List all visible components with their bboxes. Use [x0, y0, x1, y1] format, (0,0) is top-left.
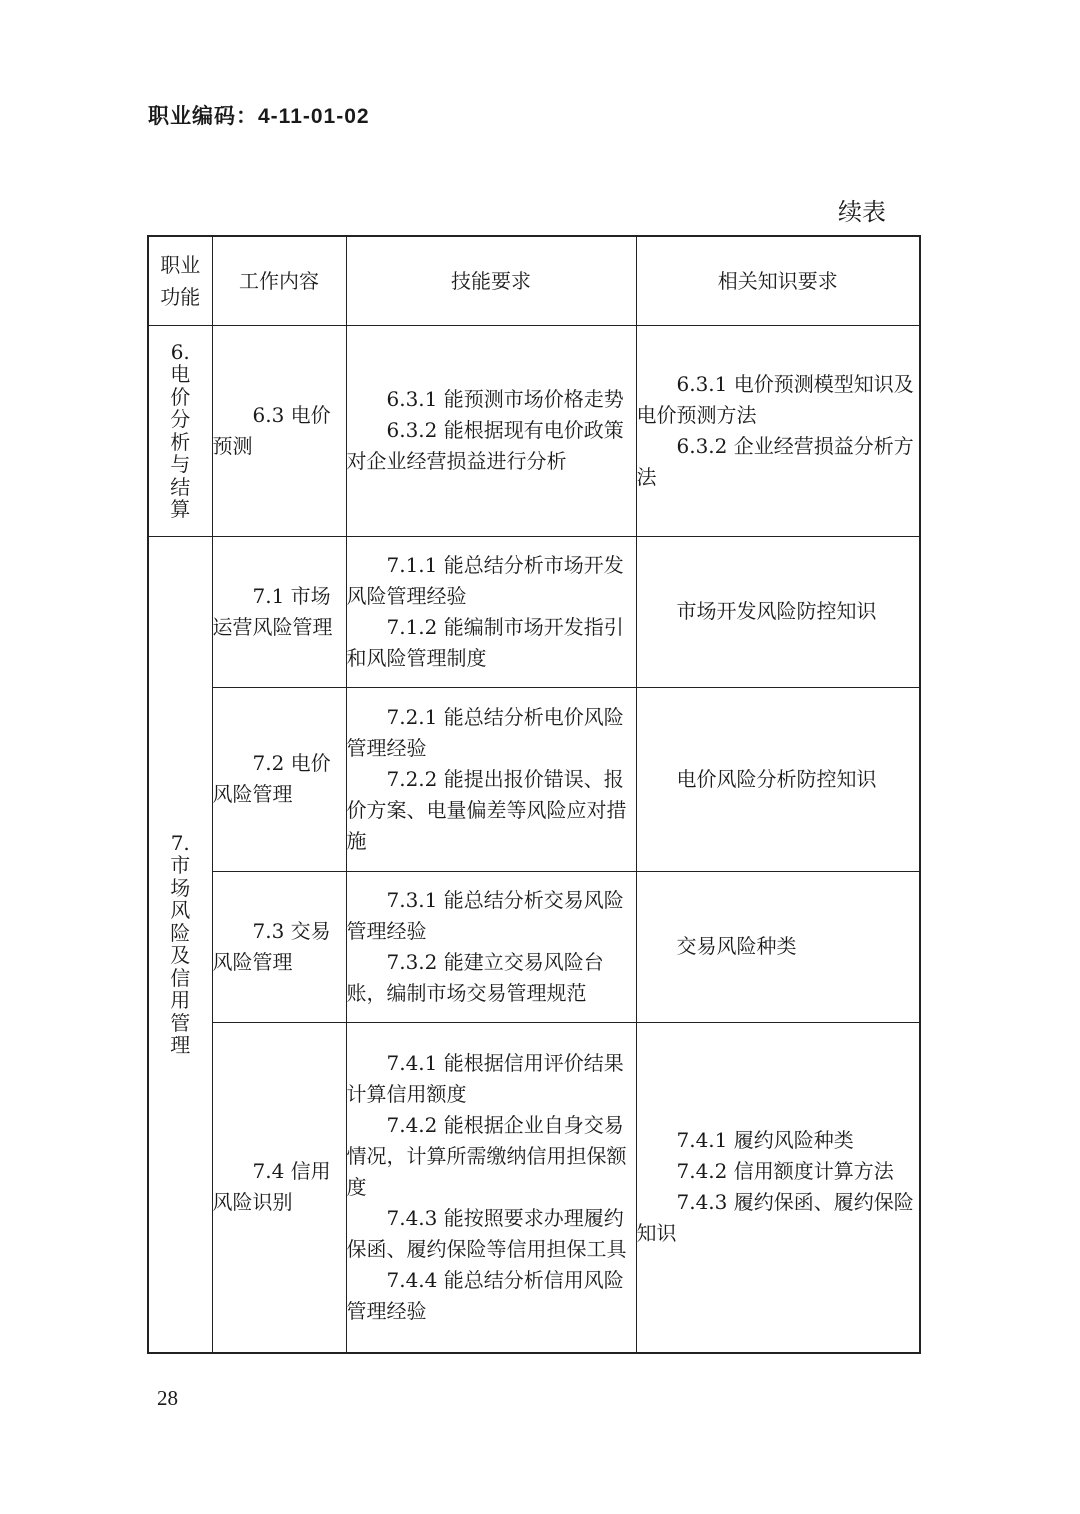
knowledge-cell: 电价风险分析防控知识	[636, 687, 920, 871]
header-knowledge: 相关知识要求	[636, 236, 920, 325]
knowledge-cell: 6.3.1 电价预测模型知识及电价预测方法 6.3.2 企业经营损益分析方法	[636, 325, 920, 536]
skills-cell: 7.2.1 能总结分析电价风险管理经验 7.2.2 能提出报价错误、报价方案、电量偏差等风险应对措施	[346, 687, 636, 871]
knowledge-cell: 交易风险种类	[636, 871, 920, 1022]
knowledge-cell: 7.4.1 履约风险种类 7.4.2 信用额度计算方法 7.4.3 履约保函、履约保险知识	[636, 1022, 920, 1353]
content-cell: 6.3 电价预测	[212, 325, 346, 536]
content-cell: 7.3 交易风险管理	[212, 871, 346, 1022]
function-cell-7: 7. 市 场 风 险 及 信 用 管 理	[148, 536, 212, 1353]
table-row	[148, 325, 920, 536]
table-row	[148, 536, 920, 687]
header-function: 职业功能	[148, 236, 212, 325]
skills-cell: 7.4.1 能根据信用评价结果计算信用额度 7.4.2 能根据企业自身交易情况，计算所需缴纳信用担保额度 7.4.3 能按照要求办理履约保函、履约保险等信用担保工具 7.4.4 能总结分析信用风险管理经验	[346, 1022, 636, 1353]
table-header-row	[148, 236, 920, 325]
continued-label: 续表	[838, 198, 886, 226]
knowledge-cell: 市场开发风险防控知识	[636, 536, 920, 687]
content-cell: 7.1 市场运营风险管理	[212, 536, 346, 687]
skills-table	[147, 235, 921, 1354]
occupation-code: 职业编码：4-11-01-02	[148, 105, 370, 128]
skills-cell: 6.3.1 能预测市场价格走势 6.3.2 能根据现有电价政策对企业经营损益进行分析	[346, 325, 636, 536]
function-cell-6: 6. 电 价 分 析 与 结 算	[148, 325, 212, 536]
table-row	[148, 1022, 920, 1353]
skills-cell: 7.1.1 能总结分析市场开发风险管理经验 7.1.2 能编制市场开发指引和风险管理制度	[346, 536, 636, 687]
header-skills: 技能要求	[346, 236, 636, 325]
content-cell: 7.4 信用风险识别	[212, 1022, 346, 1353]
header-content: 工作内容	[212, 236, 346, 325]
table-row	[148, 687, 920, 871]
skills-cell: 7.3.1 能总结分析交易风险管理经验 7.3.2 能建立交易风险台账，编制市场交易管理规范	[346, 871, 636, 1022]
table-row	[148, 871, 920, 1022]
content-cell: 7.2 电价风险管理	[212, 687, 346, 871]
page-number: 28	[157, 1386, 178, 1410]
